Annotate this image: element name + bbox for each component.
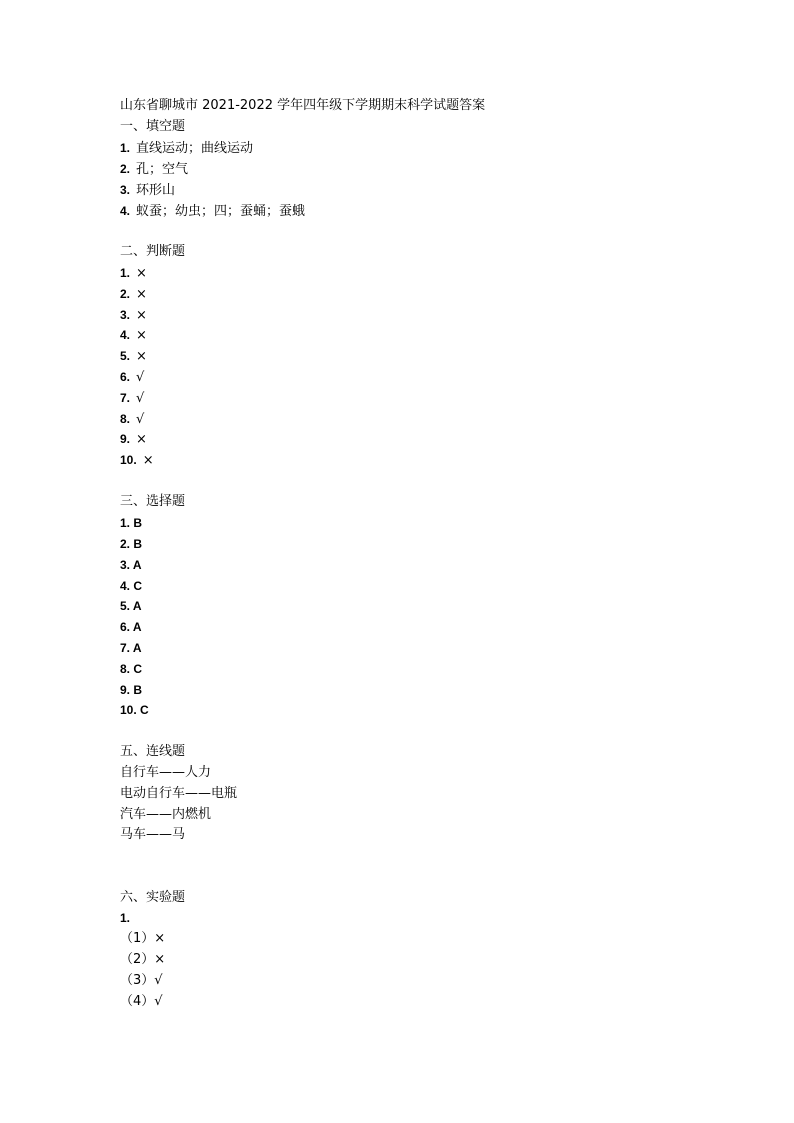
question-number: 1. bbox=[120, 911, 131, 925]
list-item: 2. B bbox=[120, 537, 143, 551]
list-item: 4. C bbox=[120, 579, 143, 593]
list-item: 7. A bbox=[120, 641, 142, 655]
list-item: （1）× bbox=[120, 931, 166, 946]
list-item: 自行车——人力 bbox=[120, 765, 212, 780]
list-item: （2）× bbox=[120, 952, 166, 967]
section-heading-fill-in: 一、填空题 bbox=[120, 119, 186, 134]
list-item: 马车——马 bbox=[120, 827, 186, 842]
section-heading-experiment: 六、实验题 bbox=[120, 890, 186, 905]
list-item: 5. A bbox=[120, 599, 142, 613]
list-item: 4. × bbox=[120, 328, 147, 343]
list-item: 3. A bbox=[120, 558, 142, 572]
list-item: 1. B bbox=[120, 516, 143, 530]
list-item: 9. B bbox=[120, 683, 143, 697]
list-item: 1. × bbox=[120, 266, 147, 281]
list-item: 电动自行车——电瓶 bbox=[120, 786, 238, 801]
list-item: 8. C bbox=[120, 662, 143, 676]
list-item: 2. × bbox=[120, 287, 147, 302]
list-item: 2. 孔；空气 bbox=[120, 162, 189, 177]
list-item: 6. √ bbox=[120, 370, 145, 385]
list-item: 5. × bbox=[120, 349, 147, 364]
list-item: （3）√ bbox=[120, 973, 163, 988]
list-item: 10. C bbox=[120, 703, 149, 717]
list-item: 4. 蚁蚕；幼虫；四；蚕蛹；蚕蛾 bbox=[120, 204, 306, 219]
list-item: 9. × bbox=[120, 432, 147, 447]
list-item: 10. × bbox=[120, 453, 154, 468]
list-item: 6. A bbox=[120, 620, 142, 634]
section-heading-true-false: 二、判断题 bbox=[120, 244, 186, 259]
list-item: 3. × bbox=[120, 308, 147, 323]
list-item: 8. √ bbox=[120, 412, 145, 427]
list-item: 汽车——内燃机 bbox=[120, 807, 212, 822]
list-item: 7. √ bbox=[120, 391, 145, 406]
list-item: 1. 直线运动；曲线运动 bbox=[120, 141, 254, 156]
list-item: 3. 环形山 bbox=[120, 183, 176, 198]
document-title: 山东省聊城市 2021-2022 学年四年级下学期期末科学试题答案 bbox=[120, 98, 486, 113]
list-item: （4）√ bbox=[120, 994, 163, 1009]
section-heading-multiple-choice: 三、选择题 bbox=[120, 494, 186, 509]
section-heading-matching: 五、连线题 bbox=[120, 744, 186, 759]
